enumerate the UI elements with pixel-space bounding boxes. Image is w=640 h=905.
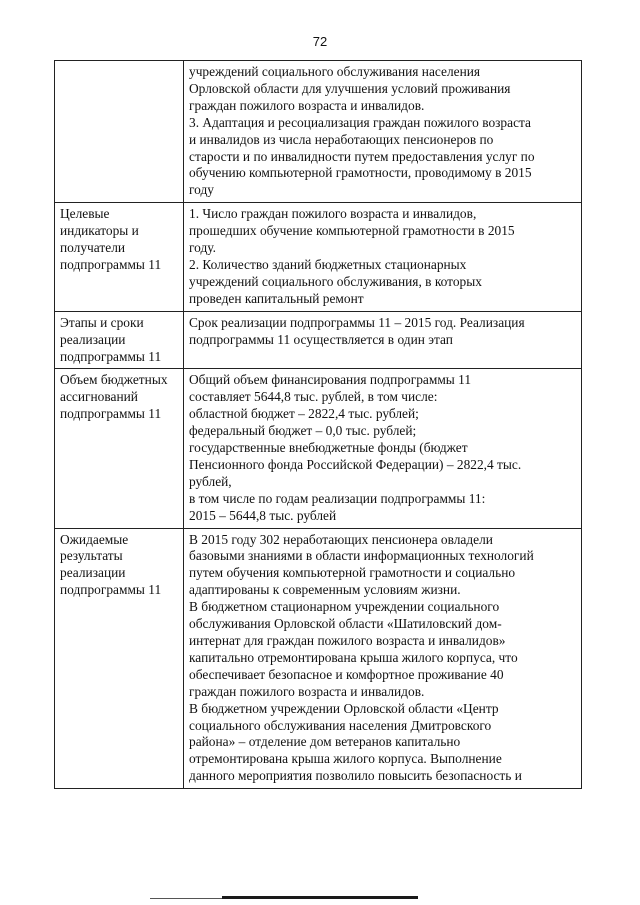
content-line: подпрограммы 11 осуществляется в один этап xyxy=(189,331,453,347)
row-label-cell xyxy=(55,528,184,789)
label-line: Целевые xyxy=(60,206,110,222)
label-line: Ожидаемые xyxy=(60,531,129,547)
content-line: граждан пожилого возраста и инвалидов. xyxy=(189,683,425,699)
label-line: Этапы и сроки xyxy=(60,314,144,330)
row-content-cell xyxy=(184,369,582,528)
content-line: в том числе по годам реализации подпрограммы 11: xyxy=(189,490,486,506)
content-line: В 2015 году 302 неработающих пенсионера овладели xyxy=(189,531,493,547)
content-line: году. xyxy=(189,240,216,256)
content-line: базовыми знаниями в области информационных технологий xyxy=(189,548,534,564)
content-line: составляет 5644,8 тыс. рублей, в том числе: xyxy=(189,389,438,405)
content-line: Орловской области для улучшения условий проживания xyxy=(189,80,511,96)
content-line: проведен капитальный ремонт xyxy=(189,290,364,306)
content-line: старости и по инвалидности путем предоставления услуг по xyxy=(189,148,535,164)
label-line: ассигнований xyxy=(60,389,138,405)
content-line: В бюджетном стационарном учреждении социального xyxy=(189,599,500,615)
row-content-cell xyxy=(184,528,582,789)
row-label-cell xyxy=(55,369,184,528)
content-line: Общий объем финансирования подпрограммы 11 xyxy=(189,372,472,388)
table-row xyxy=(55,203,582,311)
content-line: адаптированы к современным условиям жизни. xyxy=(189,582,461,598)
content-line: областной бюджет – 2822,4 тыс. рублей; xyxy=(189,406,419,422)
label-line: индикаторы и xyxy=(60,223,139,239)
content-line: учреждений социального обслуживания, в которых xyxy=(189,273,482,289)
content-line: обслуживания Орловской области «Шатиловский дом- xyxy=(189,616,502,632)
content-line: и инвалидов из числа неработающих пенсионеров по xyxy=(189,131,494,147)
content-line: Пенсионного фонда Российской Федерации) – 2822,4 тыс. xyxy=(189,456,522,472)
scan-edge-line xyxy=(150,898,222,899)
label-line: реализации xyxy=(60,565,126,581)
content-line: государственные внебюджетные фонды (бюджет xyxy=(189,440,468,456)
label-line: результаты xyxy=(60,548,123,564)
label-line: получатели xyxy=(60,240,126,256)
content-line: году xyxy=(189,182,214,198)
label-line: реализации xyxy=(60,331,126,347)
content-line: путем обучения компьютерной грамотности и социально xyxy=(189,565,516,581)
content-line: социального обслуживания населения Дмитровского xyxy=(189,717,492,733)
content-line: отремонтирована крыша жилого корпуса. Выполнение xyxy=(189,751,502,767)
content-line: граждан пожилого возраста и инвалидов. xyxy=(189,97,425,113)
label-line: подпрограммы 11 xyxy=(60,582,162,598)
label-line: Объем бюджетных xyxy=(60,372,168,388)
content-line: рублей, xyxy=(189,473,232,489)
label-line: подпрограммы 11 xyxy=(60,406,162,422)
content-line: данного мероприятия позволило повысить безопасность и xyxy=(189,768,522,784)
content-line: федеральный бюджет – 0,0 тыс. рублей; xyxy=(189,423,417,439)
row-label-cell xyxy=(55,311,184,369)
table-row xyxy=(55,369,582,528)
content-line: учреждений социального обслуживания населения xyxy=(189,64,481,79)
content-line: 3. Адаптация и ресоциализация граждан пожилого возраста xyxy=(189,114,531,130)
content-line: Срок реализации подпрограммы 11 – 2015 год. Реализация xyxy=(189,314,525,330)
table-row xyxy=(55,61,582,203)
page-number: 72 xyxy=(312,34,328,49)
content-line: обучению компьютерной грамотности, проводимому в 2015 xyxy=(189,165,532,181)
label-line: подпрограммы 11 xyxy=(60,348,162,364)
row-content-cell xyxy=(184,311,582,369)
content-line: обеспечивает безопасное и комфортное проживание 40 xyxy=(189,666,504,682)
content-line: интернат для граждан пожилого возраста и инвалидов» xyxy=(189,633,506,648)
content-line: капитально отремонтирована крыша жилого корпуса, что xyxy=(189,649,518,665)
row-content-cell xyxy=(184,61,582,203)
content-line: 1. Число граждан пожилого возраста и инвалидов, xyxy=(189,206,477,222)
row-label-cell xyxy=(55,203,184,311)
table-row xyxy=(55,311,582,369)
content-line: района» – отделение дом ветеранов капитально xyxy=(189,734,461,750)
table-body xyxy=(55,61,582,789)
content-line: 2. Количество зданий бюджетных стационарных xyxy=(189,256,467,272)
content-line: В бюджетном учреждении Орловской области «Центр xyxy=(189,700,499,716)
content-line: прошедших обучение компьютерной грамотности в 2015 xyxy=(189,223,515,239)
row-content-cell xyxy=(184,203,582,311)
scan-edge-line xyxy=(222,896,418,899)
label-line: подпрограммы 11 xyxy=(60,256,162,272)
row-label-cell xyxy=(55,61,184,203)
content-line: 2015 – 5644,8 тыс. рублей xyxy=(189,507,337,523)
subprogram-passport-table xyxy=(54,60,582,789)
table-row xyxy=(55,528,582,789)
